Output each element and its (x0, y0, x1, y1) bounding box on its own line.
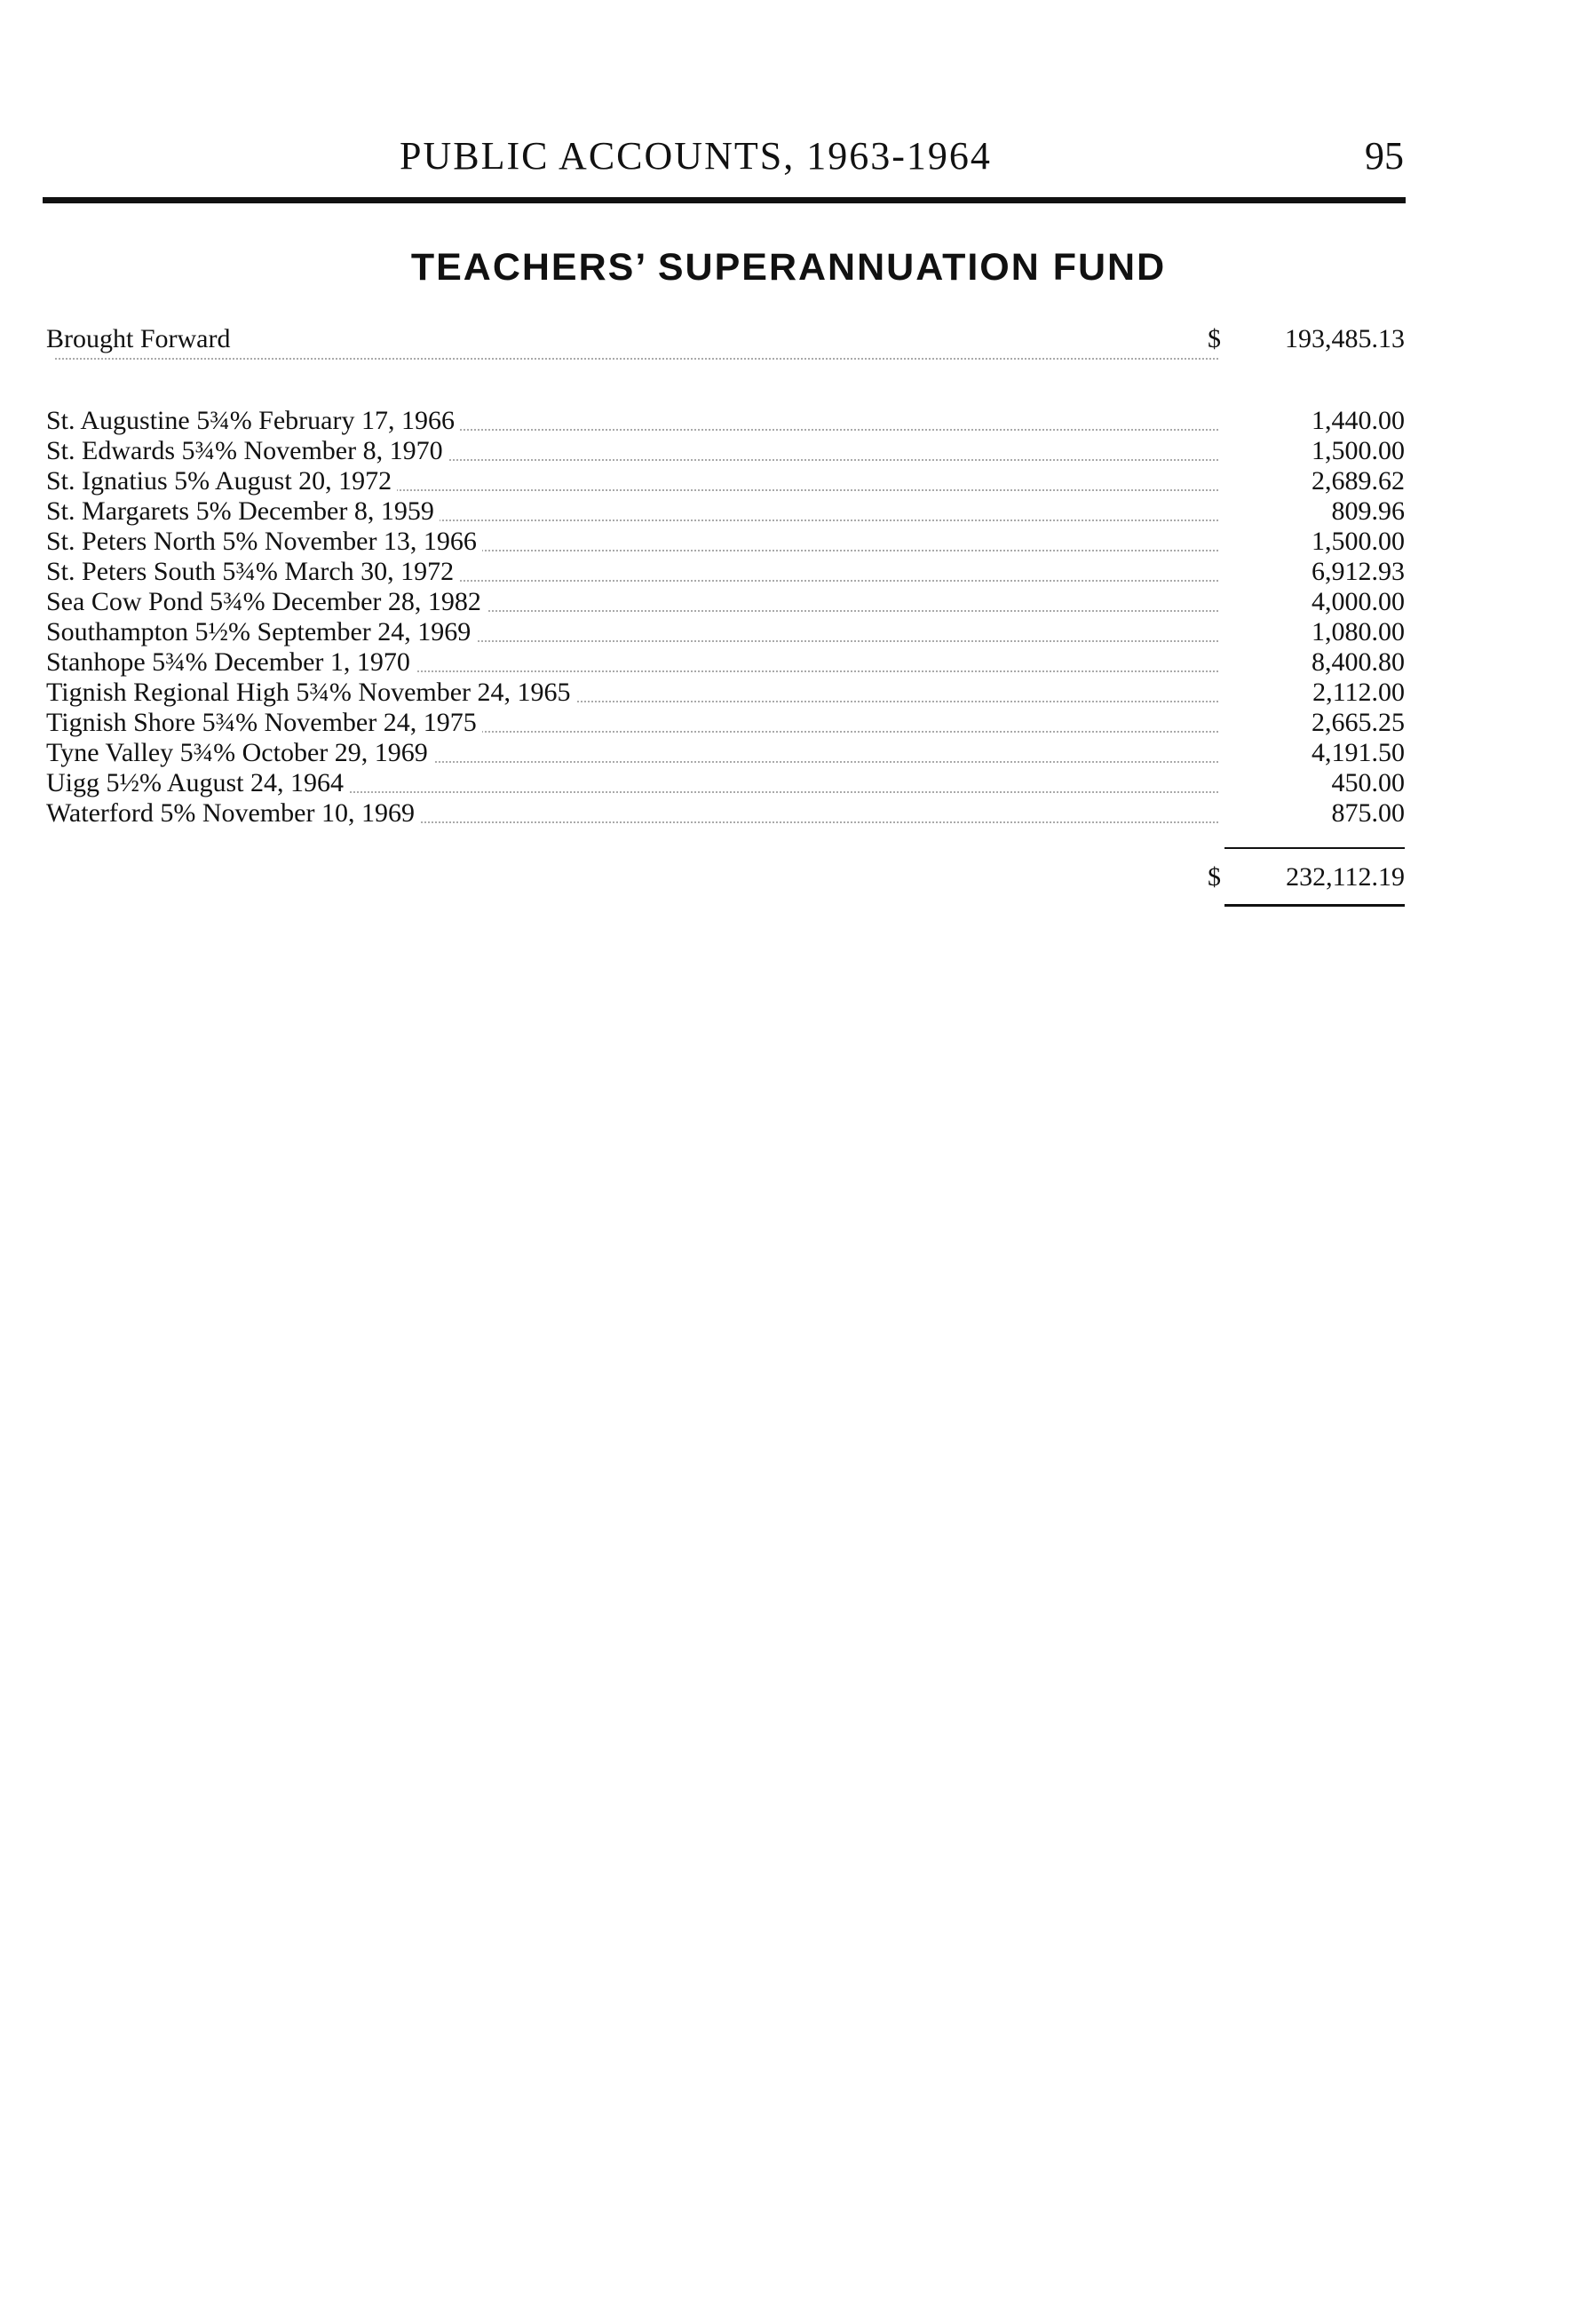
entry-amount: 8,400.80 (1312, 647, 1405, 677)
entry-amount: 4,000.00 (1312, 587, 1405, 616)
entry-amount: 809.96 (1331, 496, 1405, 526)
running-title: PUBLIC ACCOUNTS, 1963-1964 (400, 134, 992, 178)
currency-symbol: $ (1208, 324, 1221, 353)
entry-amount: 450.00 (1331, 768, 1405, 797)
page-number: 95 (1365, 134, 1404, 178)
total-underline (1224, 904, 1405, 907)
ledger-row (46, 738, 1405, 768)
entry-label: St. Edwards 5¾% November 8, 1970 (46, 436, 448, 466)
entry-label: Sea Cow Pond 5¾% December 28, 1982 (46, 587, 487, 617)
entry-amount: 2,689.62 (1312, 466, 1405, 496)
entry-amount: 2,665.25 (1312, 708, 1405, 737)
ledger-row (46, 406, 1405, 436)
entry-label: Tignish Shore 5¾% November 24, 1975 (46, 708, 482, 738)
entry-amount: 1,500.00 (1312, 527, 1405, 556)
ledger-row (46, 587, 1405, 617)
page-header (0, 133, 1577, 186)
ledger-row (46, 647, 1405, 678)
ledger-row (46, 496, 1405, 527)
total-row (46, 860, 1405, 895)
brought-forward-label: Brought Forward (46, 324, 235, 354)
ledger-table (46, 324, 1405, 892)
entry-amount: 2,112.00 (1312, 678, 1405, 707)
entry-amount: 1,080.00 (1312, 617, 1405, 646)
ledger-row (46, 436, 1405, 466)
section-title: TEACHERS’ SUPERANNUATION FUND (410, 246, 1167, 289)
header-rule (43, 197, 1406, 203)
ledger-row (46, 768, 1405, 798)
entry-amount: 6,912.93 (1312, 557, 1405, 586)
ledger-row (46, 798, 1405, 829)
entry-amount: 1,500.00 (1312, 436, 1405, 465)
ledger-row (46, 617, 1405, 647)
entry-label: Tyne Valley 5¾% October 29, 1969 (46, 738, 433, 768)
entry-label: Uigg 5½% August 24, 1964 (46, 768, 349, 798)
entry-amount: 4,191.50 (1312, 738, 1405, 767)
total-amount: 232,112.19 (1286, 862, 1405, 892)
ledger-row (46, 678, 1405, 708)
currency-symbol: $ (1208, 862, 1221, 892)
entry-label: St. Peters North 5% November 13, 1966 (46, 527, 482, 557)
brought-forward-amount: 193,485.13 (1285, 324, 1405, 353)
ledger-row (46, 466, 1405, 496)
entry-label: St. Peters South 5¾% March 30, 1972 (46, 557, 459, 587)
entry-label: Stanhope 5¾% December 1, 1970 (46, 647, 416, 678)
entry-label: St. Margarets 5% December 8, 1959 (46, 496, 440, 527)
entry-amount: 875.00 (1331, 798, 1405, 828)
entry-label: St. Augustine 5¾% February 17, 1966 (46, 406, 460, 436)
ledger-row (46, 557, 1405, 587)
entry-label: Tignish Regional High 5¾% November 24, 1965 (46, 678, 576, 708)
brought-forward-row (46, 324, 1405, 365)
ledger-row (46, 708, 1405, 738)
entry-label: St. Ignatius 5% August 20, 1972 (46, 466, 397, 496)
dot-leader (55, 358, 1218, 360)
sum-rule (1224, 847, 1405, 849)
entry-amount: 1,440.00 (1312, 406, 1405, 435)
ledger-row (46, 527, 1405, 557)
entry-label: Waterford 5% November 10, 1969 (46, 798, 420, 829)
entry-label: Southampton 5½% September 24, 1969 (46, 617, 476, 647)
